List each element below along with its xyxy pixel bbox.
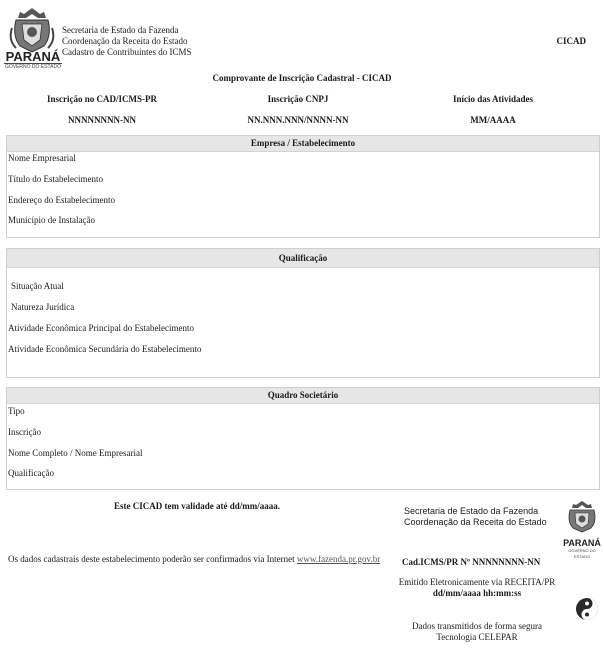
header-line-3: Cadastro de Contribuintes do ICMS <box>62 47 192 57</box>
validity-notice: Este CICAD tem validade até dd/mm/aaaa. <box>114 501 280 511</box>
logo-name: PARANÁ <box>5 49 61 64</box>
header-lines <box>62 25 192 58</box>
field-situacao-atual: Situação Atual <box>11 281 64 291</box>
field-atividade-secundaria: Atividade Econômica Secundária do Estabelecimento <box>8 344 202 354</box>
confirm-text: Os dados cadastrais deste estabelecimento poderão ser confirmados via Internet <box>8 554 297 564</box>
confirm-notice <box>8 554 380 564</box>
logo-text <box>4 50 62 71</box>
field-natureza-juridica: Natureza Jurídica <box>11 302 75 312</box>
footer-logo-sub: GOVERNO DO ESTADO <box>568 548 596 559</box>
quadro-societario-section <box>6 387 600 490</box>
celepar-icon <box>575 597 599 621</box>
footer-sec-line-1: Secretaria de Estado da Fazenda <box>404 506 539 516</box>
footer-sec-line-2: Coordenação da Receita do Estado <box>404 517 547 527</box>
dados-block <box>372 621 582 643</box>
field-municipio-instalacao: Município de Instalação <box>8 215 95 225</box>
value-inicio-atividades: MM/AAAA <box>470 115 516 125</box>
label-inicio-atividades: Início das Atividades <box>452 94 534 104</box>
field-endereco-estabelecimento: Endereço do Estabelecimento <box>8 195 115 205</box>
document-title: Comprovante de Inscrição Cadastral - CICAD <box>212 73 392 83</box>
label-inscricao-cad: Inscrição no CAD/ICMS-PR <box>47 94 157 104</box>
empresa-heading: Empresa / Estabelecimento <box>7 136 599 152</box>
label-inscricao-cnpj: Inscrição CNPJ <box>267 94 329 104</box>
coat-of-arms-small-icon <box>562 500 602 534</box>
emitido-datetime: dd/mm/aaaa hh:mm:ss <box>432 588 522 598</box>
field-atividade-principal: Atividade Econômica Principal do Estabelecimento <box>8 323 194 333</box>
field-nome-empresarial: Nome Empresarial <box>8 153 76 163</box>
field-titulo-estabelecimento: Título do Estabelecimento <box>8 174 103 184</box>
footer-secretaria <box>404 506 547 528</box>
footer-logo-name: PARANÁ <box>563 538 601 548</box>
logo-sub: GOVERNO DO ESTADO <box>4 64 62 70</box>
cicad-tag: CICAD <box>556 36 586 46</box>
field-inscricao: Inscrição <box>8 427 41 437</box>
header-line-2: Coordenação da Receita do Estado <box>62 36 188 46</box>
empresa-section <box>6 135 600 238</box>
field-tipo: Tipo <box>8 406 25 416</box>
value-inscricao-cnpj: NN.NNN.NNN/NNNN-NN <box>247 115 349 125</box>
cad-icms-number: Cad.ICMS/PR Nº NNNNNNNN-NN <box>402 557 541 567</box>
qualificacao-section <box>6 248 600 378</box>
header-line-1: Secretaria de Estado da Fazenda <box>62 25 179 35</box>
field-nome-completo: Nome Completo / Nome Empresarial <box>8 448 143 458</box>
emitido-block <box>372 577 582 599</box>
value-inscricao-cad: NNNNNNNN-NN <box>68 115 136 125</box>
qualificacao-heading: Qualificação <box>7 249 599 268</box>
parana-footer-logo <box>562 500 602 559</box>
fazenda-link[interactable]: www.fazenda.pr.gov.br <box>296 554 381 564</box>
field-qualificacao: Qualificação <box>8 468 54 478</box>
dados-line-1: Dados transmitidos de forma segura <box>412 621 542 631</box>
quadro-heading: Quadro Societário <box>7 388 599 404</box>
emitido-line-1: Emitido Eletronicamente via RECEITA/PR <box>398 577 556 587</box>
dados-line-2: Tecnologia CELEPAR <box>436 632 518 642</box>
